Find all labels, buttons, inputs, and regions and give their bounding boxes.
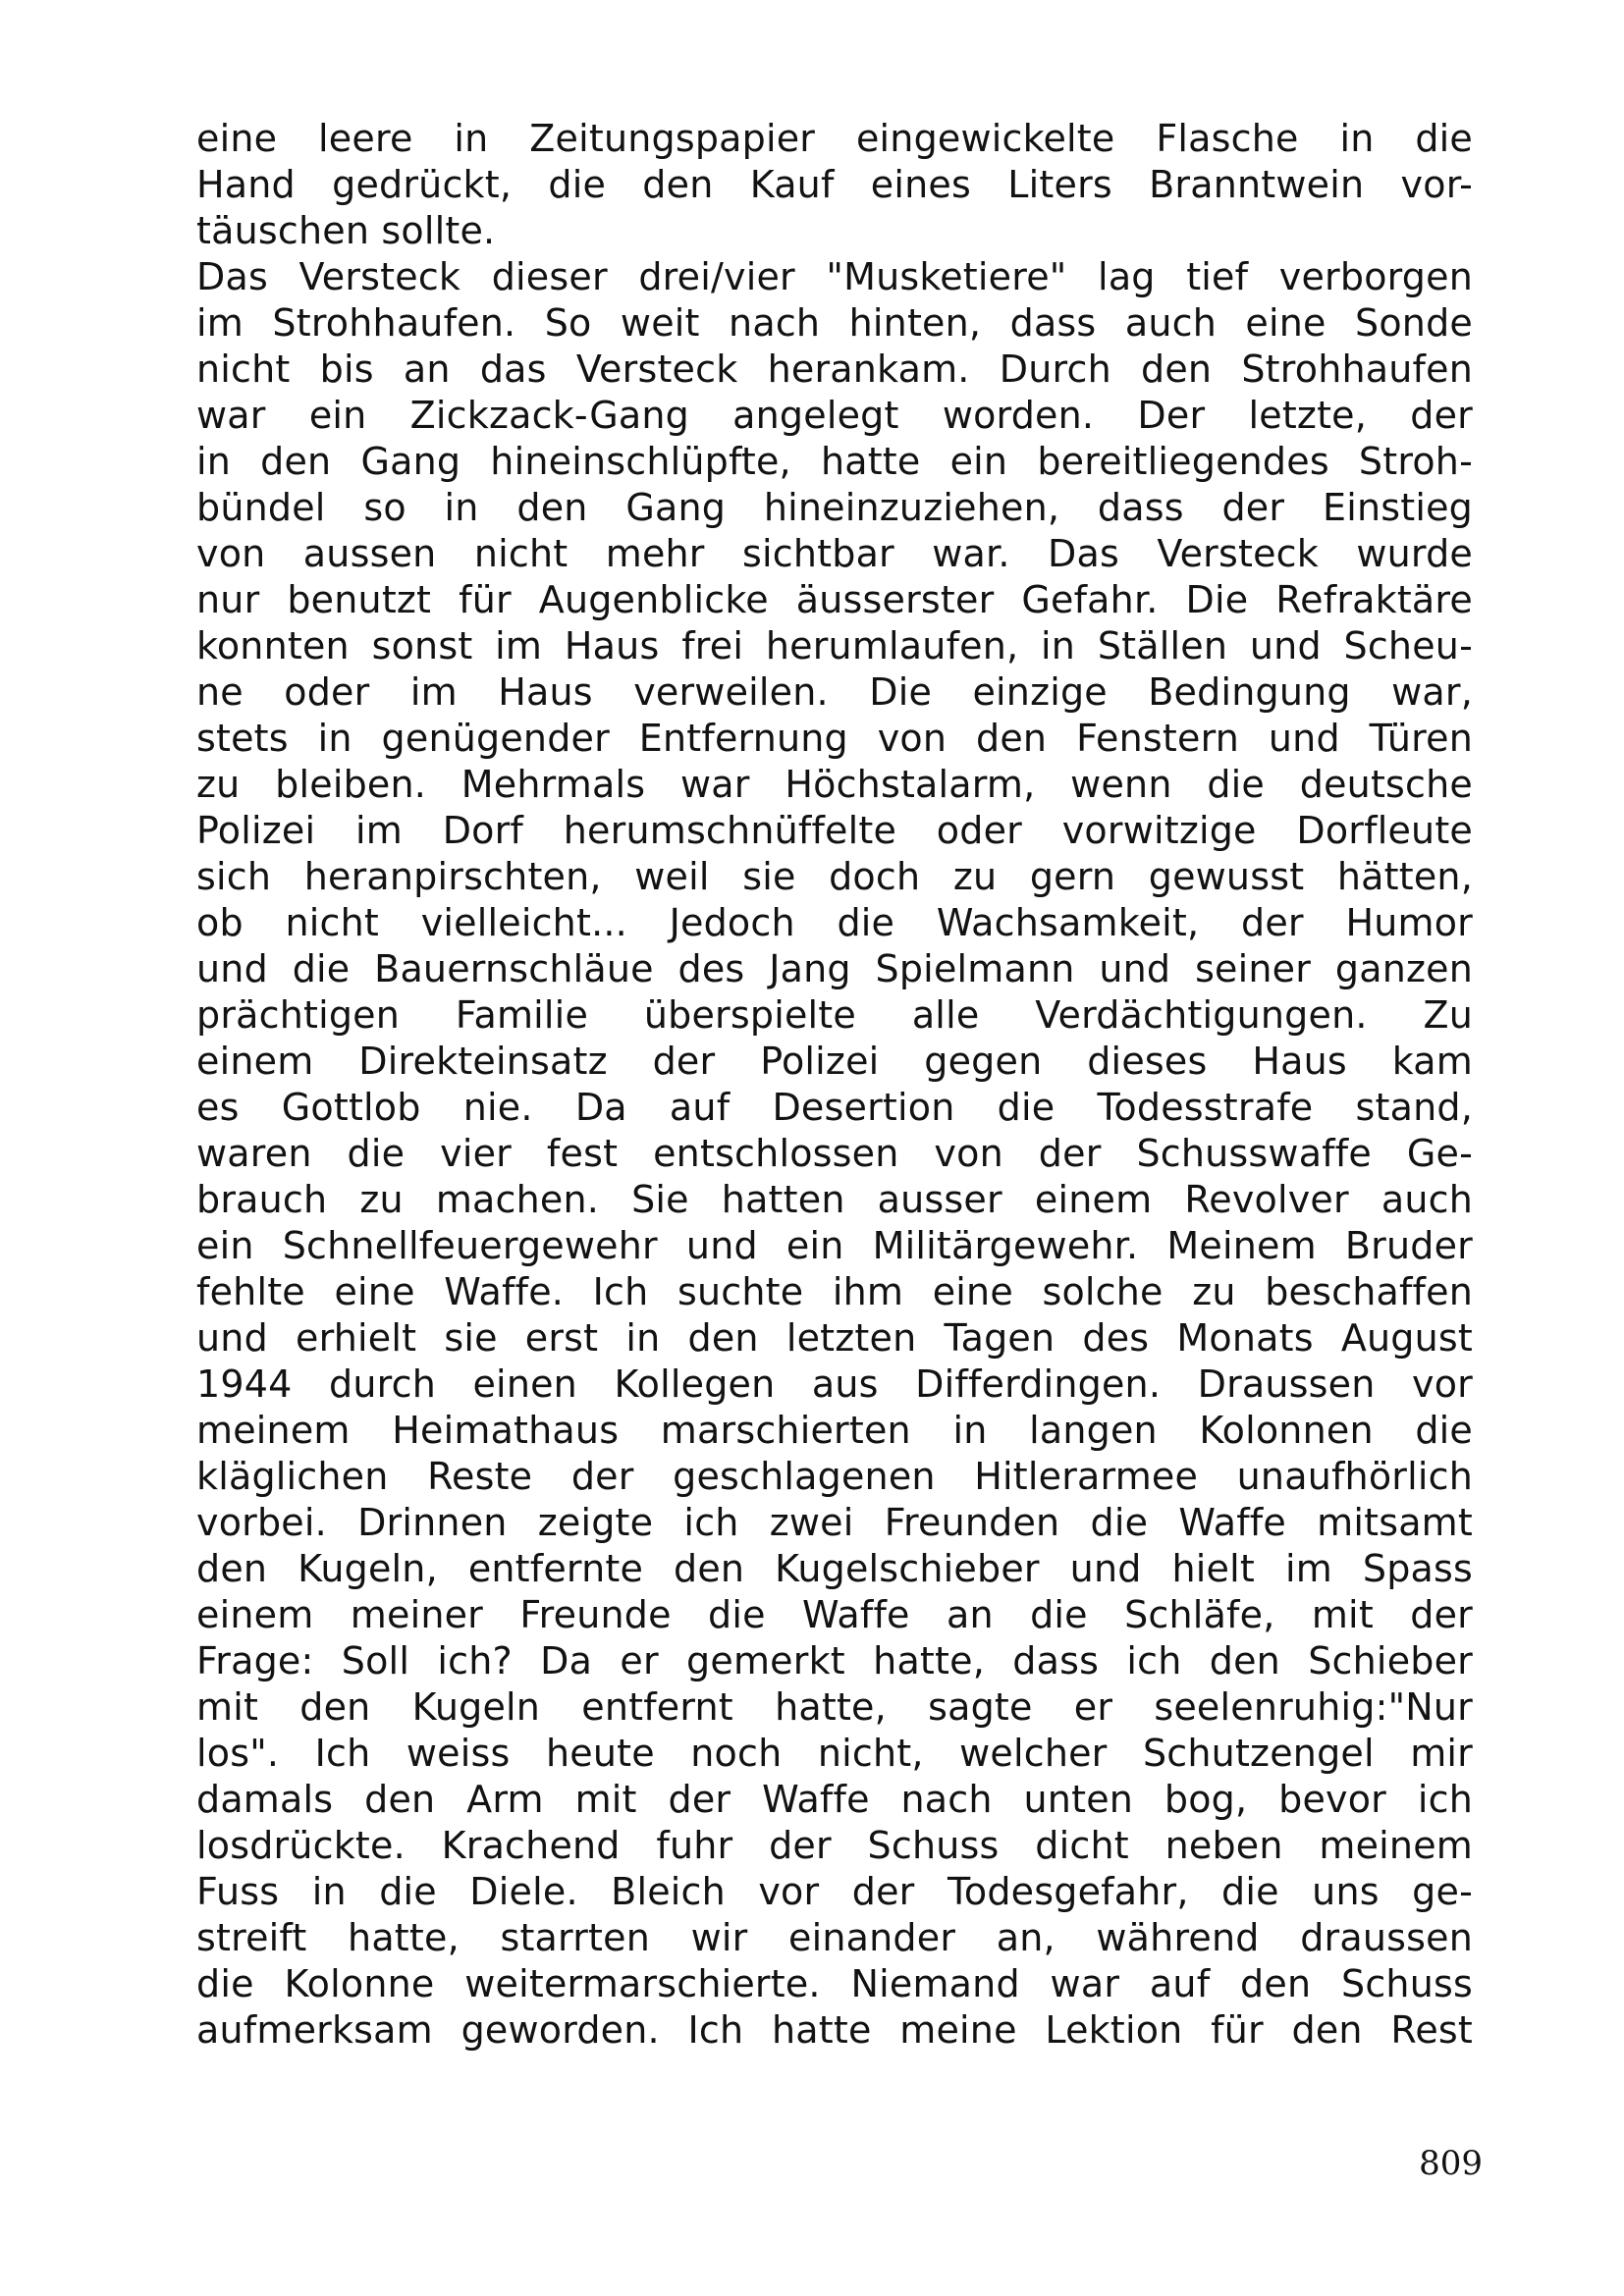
text-line: nur benutzt für Augenblicke äusserster Gefahr. Die Refraktäre	[196, 578, 1473, 621]
text-line: den Kugeln, entfernte den Kugelschieber und hielt im Spass	[196, 1547, 1473, 1590]
text-line: vorbei. Drinnen zeigte ich zwei Freunden die Waffe mitsamt	[196, 1501, 1473, 1544]
text-line: von aussen nicht mehr sichtbar war. Das Versteck wurde	[196, 532, 1473, 575]
text-line: meinem Heimathaus marschierten in langen Kolonnen die	[196, 1409, 1473, 1452]
page-number: 809	[1419, 2144, 1483, 2183]
text-line: Frage: Soll ich? Da er gemerkt hatte, dass ich den Schieber	[196, 1639, 1473, 1682]
text-line: aufmerksam geworden. Ich hatte meine Lektion für den Rest	[196, 2008, 1473, 2052]
text-line: nicht bis an das Versteck herankam. Durch den Strohhaufen	[196, 347, 1473, 391]
text-line: prächtigen Familie überspielte alle Verdächtigungen. Zu	[196, 993, 1473, 1037]
text-line: ne oder im Haus verweilen. Die einzige Bedingung war,	[196, 670, 1473, 714]
text-line: einem meiner Freunde die Waffe an die Schläfe, mit der	[196, 1593, 1473, 1636]
text-line: Fuss in die Diele. Bleich vor der Todesgefahr, die uns ge-	[196, 1870, 1473, 1913]
text-line: damals den Arm mit der Waffe nach unten bog, bevor ich	[196, 1778, 1473, 1821]
text-line: in den Gang hineinschlüpfte, hatte ein bereitliegendes Stroh-	[196, 440, 1473, 483]
text-line: kläglichen Reste der geschlagenen Hitlerarmee unaufhörlich	[196, 1455, 1473, 1498]
text-line: mit den Kugeln entfernt hatte, sagte er seelenruhig:"Nur	[196, 1685, 1473, 1729]
text-line: stets in genügender Entfernung von den Fenstern und Türen	[196, 717, 1473, 760]
text-line: einem Direkteinsatz der Polizei gegen dieses Haus kam	[196, 1040, 1473, 1083]
text-line: Hand gedrückt, die den Kauf eines Liters Branntwein vor-	[196, 163, 1473, 206]
text-line: sich heranpirschten, weil sie doch zu gern gewusst hätten,	[196, 855, 1473, 898]
body-text	[196, 116, 1473, 2054]
text-line: losdrückte. Krachend fuhr der Schuss dicht neben meinem	[196, 1824, 1473, 1867]
text-line: im Strohhaufen. So weit nach hinten, dass auch eine Sonde	[196, 301, 1473, 345]
text-line: ein Schnellfeuergewehr und ein Militärgewehr. Meinem Bruder	[196, 1224, 1473, 1267]
text-line: Polizei im Dorf herumschnüffelte oder vorwitzige Dorfleute	[196, 809, 1473, 852]
text-line: täuschen sollte.	[196, 209, 496, 252]
text-line: eine leere in Zeitungspapier eingewickelte Flasche in die	[196, 117, 1473, 160]
text-line: fehlte eine Waffe. Ich suchte ihm eine solche zu beschaffen	[196, 1270, 1473, 1313]
text-line: die Kolonne weitermarschierte. Niemand war auf den Schuss	[196, 1962, 1473, 2005]
text-line: streift hatte, starrten wir einander an, während draussen	[196, 1916, 1473, 1959]
text-line: und die Bauernschläue des Jang Spielmann und seiner ganzen	[196, 947, 1473, 990]
text-line: bündel so in den Gang hineinzuziehen, dass der Einstieg	[196, 486, 1473, 529]
text-line: es Gottlob nie. Da auf Desertion die Todesstrafe stand,	[196, 1086, 1473, 1129]
text-line: war ein Zickzack-Gang angelegt worden. Der letzte, der	[196, 394, 1473, 437]
text-line: ob nicht vielleicht... Jedoch die Wachsamkeit, der Humor	[196, 901, 1473, 944]
text-line: brauch zu machen. Sie hatten ausser einem Revolver auch	[196, 1178, 1473, 1221]
text-line: 1944 durch einen Kollegen aus Differdingen. Draussen vor	[196, 1362, 1473, 1406]
text-line: zu bleiben. Mehrmals war Höchstalarm, wenn die deutsche	[196, 763, 1473, 806]
text-line: waren die vier fest entschlossen von der Schusswaffe Ge-	[196, 1132, 1473, 1175]
text-line: los". Ich weiss heute noch nicht, welcher Schutzengel mir	[196, 1732, 1473, 1775]
text-line: und erhielt sie erst in den letzten Tagen des Monats August	[196, 1316, 1473, 1360]
text-line: konnten sonst im Haus frei herumlaufen, in Ställen und Scheu-	[196, 624, 1473, 667]
text-line: Das Versteck dieser drei/vier "Musketiere" lag tief verborgen	[196, 255, 1473, 298]
